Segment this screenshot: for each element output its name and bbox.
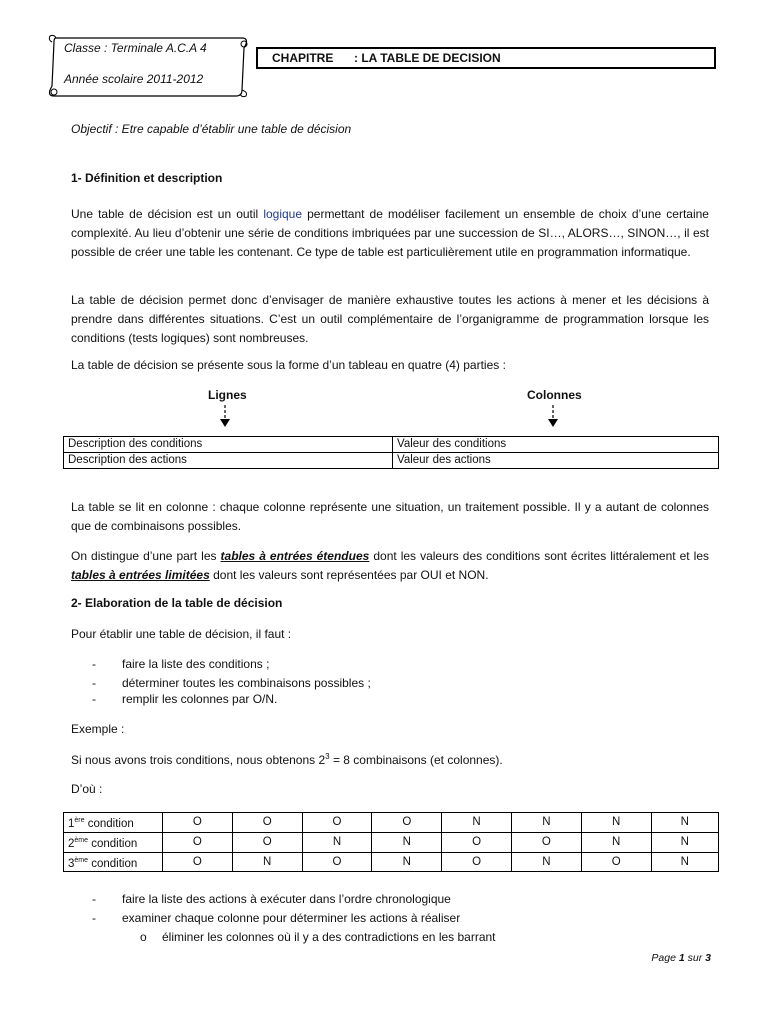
table-cell: N — [651, 852, 718, 872]
table-row — [64, 832, 719, 852]
label-lignes: Lignes — [208, 388, 247, 402]
table-row — [64, 453, 719, 469]
table-cell: O — [163, 813, 233, 833]
table-cell: Valeur des actions — [393, 453, 719, 469]
section2-intro: Pour établir une table de décision, il faut : — [71, 627, 292, 641]
table-row — [64, 813, 719, 833]
table-row — [64, 437, 719, 453]
list-item: - faire la liste des actions à exécuter dans l’ordre chronologique — [92, 892, 451, 906]
chapter-title-box — [256, 47, 716, 69]
p5-text-c: dont les valeurs sont représentées par OUI et NON. — [213, 568, 489, 582]
term-limited-entries: tables à entrées limitées — [71, 568, 210, 582]
list-item: - déterminer toutes les combinaisons possibles ; — [92, 676, 371, 690]
table-cell: O — [511, 832, 581, 852]
table-cell: O — [442, 852, 512, 872]
p5-text-a: On distingue d’une part les — [71, 549, 217, 563]
parts-table — [63, 436, 719, 469]
chapter-label: CHAPITRE — [272, 51, 334, 65]
table-cell: O — [163, 832, 233, 852]
table-cell: N — [511, 852, 581, 872]
list-item: - examiner chaque colonne pour déterminer les actions à réaliser — [92, 911, 461, 925]
term-extended-entries: tables à entrées étendues — [220, 549, 370, 563]
paragraph-purpose: La table de décision permet donc d’envisager de manière exhaustive toutes les actions à mener et les décisions à prendre dans différentes situations. C’est un outil complémentaire de l’organigramme de programmation lorsque les conditions (tests logiques) sont nombreuses. — [71, 293, 709, 345]
logique-link[interactable]: logique — [263, 207, 303, 221]
section1-title: 1- Définition et description — [71, 171, 223, 185]
table-cell: N — [302, 832, 372, 852]
table-cell: O — [163, 852, 233, 872]
year-line: Année scolaire 2011-2012 — [64, 72, 204, 86]
p1-text-b: permettant de modéliser facilement un ensemble de choix d’une certaine complexité. Au lieu d’obtenir une série de conditions imbriquées par une succession de SI…, ALORS…, SINON…, il est possible de créer une table les contenant. Ce type de table est particulièrement utile en programmation informatique. — [71, 207, 709, 259]
arrow-down-icon — [218, 405, 232, 429]
paragraph-definition — [71, 205, 709, 262]
table-cell: N — [442, 813, 512, 833]
example-text: Si nous avons trois conditions, nous obtenons $2^3 = 8$ combinaisons (et colonnes). — [71, 752, 503, 767]
arrow-down-icon — [546, 405, 560, 429]
table-cell: Description des actions — [64, 453, 393, 469]
table-cell: N — [651, 832, 718, 852]
section2-title: 2- Elaboration de la table de décision — [71, 596, 283, 610]
paragraph-structure: La table de décision se présente sous la forme d’un tableau en quatre (4) parties : — [71, 358, 506, 372]
table-cell: N — [372, 832, 442, 852]
p5-text-b: dont les valeurs des conditions sont écrites littéralement et les — [373, 549, 709, 563]
table-cell: N — [581, 813, 651, 833]
paragraph-columns: La table se lit en colonne : chaque colonne représente une situation, un traitement possible. Il y a autant de colonnes que de combinaisons possibles. — [71, 500, 709, 533]
class-line: Classe : Terminale A.C.A 4 — [64, 41, 207, 55]
table-cell: N — [372, 852, 442, 872]
sub-list-item: o éliminer les colonnes où il y a des contradictions en les barrant — [140, 930, 496, 944]
table-cell: O — [232, 832, 302, 852]
table-cell: O — [232, 813, 302, 833]
chapter-title: : LA TABLE DE DECISION — [354, 51, 501, 65]
table-cell: O — [302, 852, 372, 872]
condition-label: 1ère condition — [64, 813, 163, 833]
dou-label: D’où : — [71, 782, 103, 796]
paragraph-table-types — [71, 547, 709, 585]
page-footer: Page 1 sur 3 — [651, 952, 711, 964]
table-cell: N — [232, 852, 302, 872]
table-cell: O — [372, 813, 442, 833]
condition-label: 3ème condition — [64, 852, 163, 872]
combinations-table — [63, 812, 719, 872]
table-cell: Description des conditions — [64, 437, 393, 453]
list-item: - faire la liste des conditions ; — [92, 657, 270, 671]
table-cell: N — [581, 832, 651, 852]
list-item: - remplir les colonnes par O/N. — [92, 692, 278, 706]
table-cell: N — [511, 813, 581, 833]
condition-label: 2ème condition — [64, 832, 163, 852]
table-cell: O — [442, 832, 512, 852]
table-cell: O — [302, 813, 372, 833]
objective: Objectif : Etre capable d’établir une table de décision — [71, 122, 352, 136]
example-label: Exemple : — [71, 722, 125, 736]
class-info-scroll — [46, 34, 248, 98]
label-colonnes: Colonnes — [527, 388, 582, 402]
table-cell: N — [651, 813, 718, 833]
table-row — [64, 852, 719, 872]
table-cell: O — [581, 852, 651, 872]
table-cell: Valeur des conditions — [393, 437, 719, 453]
p1-text-a: Une table de décision est un outil — [71, 207, 259, 221]
